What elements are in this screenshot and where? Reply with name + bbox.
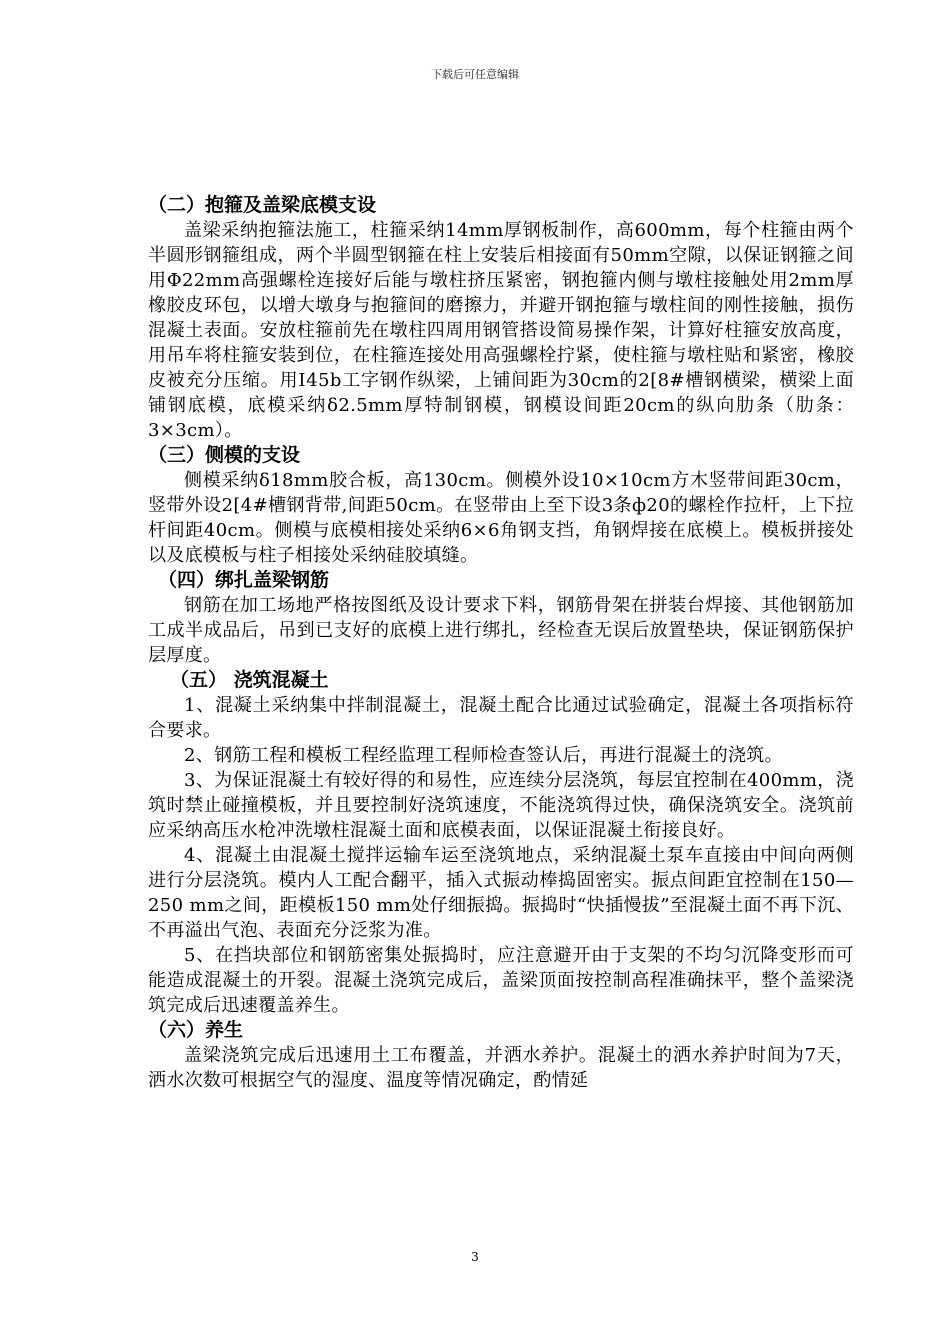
page-number: 3 — [471, 1250, 479, 1264]
paragraph: 5、在挡块部位和钢筋密集处振捣时，应注意避开由于支架的不均匀沉降变形而可能造成混凝土的开裂。混凝土浇筑完成后，盖梁顶面按控制高程准确抹平，整个盖梁浇筑完成后迅速覆盖养生。 — [148, 945, 854, 1016]
section-heading-6: （六）养生 — [148, 1019, 244, 1041]
section-heading-3: （三）侧模的支设 — [148, 444, 301, 466]
paragraph: 2、钢筋工程和模板工程经监理工程师检查签认后，再进行混凝土的浇筑。 — [184, 745, 783, 766]
paragraph: 钢筋在加工场地严格按图纸及设计要求下料，钢筋骨架在拼装台焊接、其他钢筋加工成半成品后，吊到已支好的底模上进行绑扎，经检查无误后放置垫块，保证钢筋保护层厚度。 — [148, 595, 854, 666]
paragraph: 侧模采纳δ18mm胶合板，高130cm。侧模外设10×10cm方木竖带间距30cm，竖带外设2[4#槽钢背带,间距50cm。在竖带由上至下设3条ф20的螺栓作拉杆，上下拉杆间距40cm。侧模与底模相接处采纳6×6角钢支挡，角钢焊接在底模上。模板拼接处以及底模板与柱子相接处采纳硅胶填缝。 — [148, 470, 854, 566]
section-heading-2: （二）抱箍及盖梁底模支设 — [148, 194, 377, 216]
paragraph: 3、为保证混凝土有较好得的和易性，应连续分层浇筑，每层宜控制在400mm，浇筑时禁止碰撞模板，并且要控制好浇筑速度，不能浇筑得过快，确保浇筑安全。浇筑前应采纳高压水枪冲洗墩柱混凝土面和底模表面，以保证混凝土衔接良好。 — [148, 770, 854, 841]
paragraph: 1、混凝土采纳集中拌制混凝土，混凝土配合比通过试验确定，混凝土各项指标符合要求。 — [148, 695, 854, 741]
paragraph: 盖梁浇筑完成后迅速用土工布覆盖，并洒水养护。混凝土的洒水养护时间为7天，洒水次数可根据空气的湿度、温度等情况确定，酌情延 — [148, 1045, 854, 1091]
header-note: 下载后可任意编辑 — [431, 68, 519, 81]
section-heading-4: （四）绑扎盖梁钢筋 — [158, 569, 330, 591]
paragraph: 盖梁采纳抱箍法施工，柱箍采纳14mm厚钢板制作，高600mm，每个柱箍由两个半圆形钢箍组成，两个半圆型钢箍在柱上安装后相接面有50mm空隙，以保证钢箍之间用Φ22mm高强螺栓连接好后能与墩柱挤压紧密，钢抱箍内侧与墩柱接触处用2mm厚橡胶皮环包，以增大墩身与抱箍间的磨擦力，并避开钢抱箍与墩柱间的刚性接触，损伤混凝土表面。安放柱箍前先在墩柱四周用钢管搭设简易操作架，计算好柱箍安放高度，用吊车将柱箍安装到位，在柱箍连接处用高强螺栓拧紧，使柱箍与墩柱贴和紧密，橡胶皮被充分压缩。用Ⅰ45b工字钢作纵梁，上铺间距为30cm的2[8#槽钢横梁，横梁上面铺钢底模，底模采纳δ2.5mm厚特制钢模，钢模设间距20cm的纵向肋条（肋条：3×3cm）。 — [148, 220, 854, 441]
paragraph: 4、混凝土由混凝土搅拌运输车运至浇筑地点，采纳混凝土泵车直接由中间向两侧进行分层浇筑。模内人工配合翻平，插入式振动棒捣固密实。振点间距宜控制在150—250 mm之间，距模板150 mm处仔细振捣。振捣时“快插慢拔”至混凝土面不再下沉、不再溢出气泡、表面充分泛浆为准。 — [148, 845, 854, 941]
document-body — [148, 193, 854, 1093]
section-heading-5: （五） 浇筑混凝土 — [170, 669, 329, 691]
